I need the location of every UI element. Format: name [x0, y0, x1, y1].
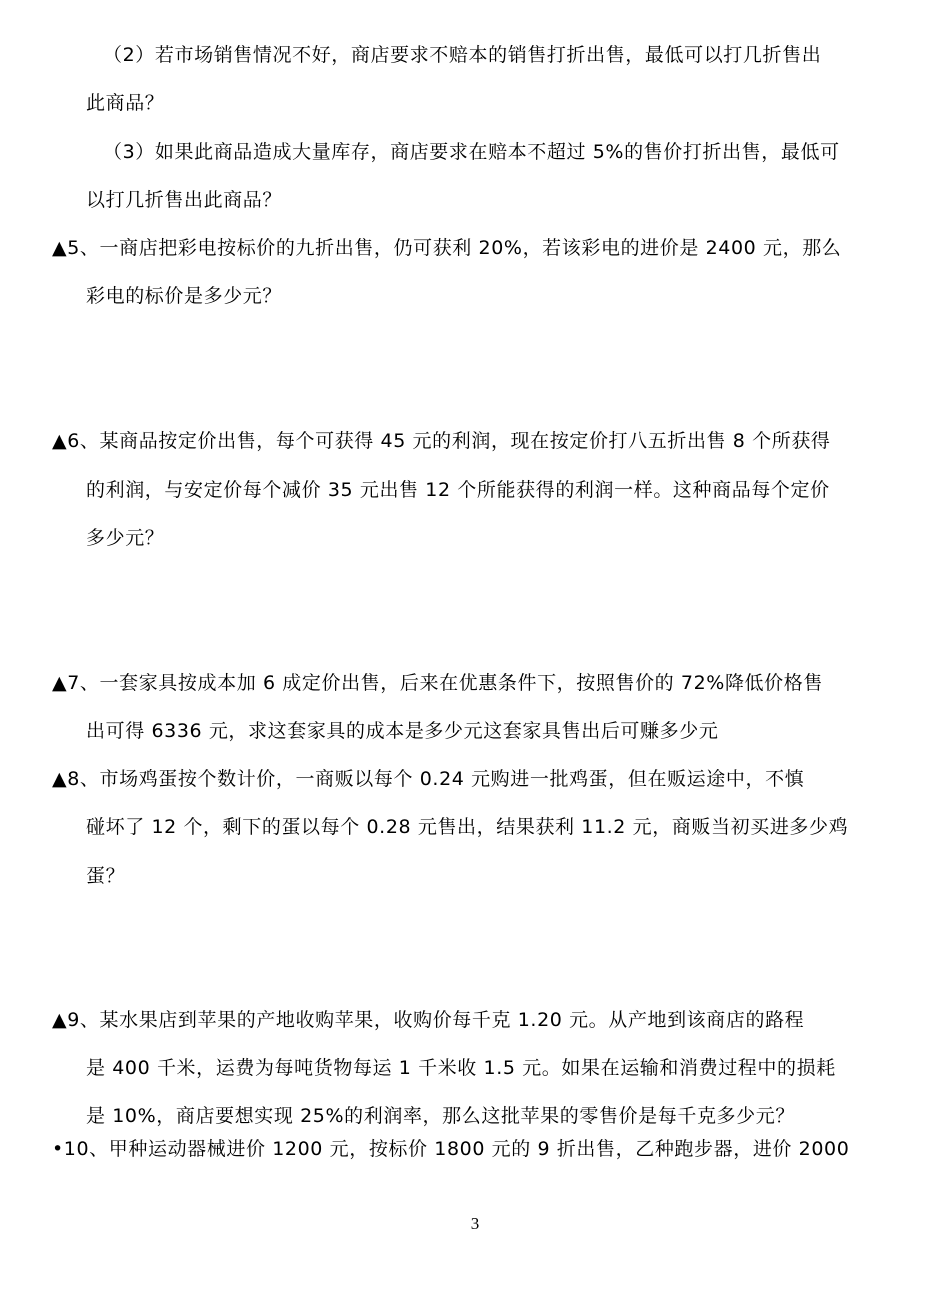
question-8-line-1: ▲8、市场鸡蛋按个数计价，一商贩以每个 0.24 元购进一批鸡蛋，但在贩运途中，不慎 — [52, 768, 805, 790]
question-6-line-1: ▲6、某商品按定价出售，每个可获得 45 元的利润，现在按定价打八五折出售 8 个所获得 — [52, 430, 831, 452]
question-7-line-1: ▲7、一套家具按成本加 6 成定价出售，后来在优惠条件下，按照售价的 72%降低价格售 — [52, 672, 823, 694]
question-8-line-3: 蛋？ — [86, 865, 126, 887]
question-9-line-3: 是 10%，商店要想实现 25%的利润率，那么这批苹果的零售价是每千克多少元？ — [86, 1105, 795, 1127]
question-4-part-3-line-1: （3）如果此商品造成大量库存，商店要求在赔本不超过 5%的售价打折出售，最低可 — [103, 141, 840, 163]
question-4-part-3-line-2: 以打几折售出此商品？ — [86, 189, 283, 211]
page-number: 3 — [470, 1214, 480, 1233]
question-6-line-3: 多少元？ — [86, 527, 165, 549]
question-8-line-2: 碰坏了 12 个，剩下的蛋以每个 0.28 元售出，结果获利 11.2 元，商贩当初买进多少鸡 — [86, 816, 849, 838]
question-10-line-1: •10、甲种运动器械进价 1200 元，按标价 1800 元的 9 折出售，乙种跑步器，进价 2000 — [52, 1138, 850, 1160]
question-5-line-2: 彩电的标价是多少元？ — [86, 285, 283, 307]
question-4-part-2-line-1: （2）若市场销售情况不好，商店要求不赔本的销售打折出售，最低可以打几折售出 — [103, 44, 822, 66]
question-4-part-2-line-2: 此商品？ — [86, 92, 165, 114]
question-5-line-1: ▲5、一商店把彩电按标价的九折出售，仍可获利 20%，若该彩电的进价是 2400 元，那么 — [52, 237, 842, 259]
question-9-line-2: 是 400 千米，运费为每吨货物每运 1 千米收 1.5 元。如果在运输和消费过程中的损耗 — [86, 1057, 836, 1079]
question-7-line-2: 出可得 6336 元，求这套家具的成本是多少元这套家具售出后可赚多少元 — [86, 720, 719, 742]
question-9-line-1: ▲9、某水果店到苹果的产地收购苹果，收购价每千克 1.20 元。从产地到该商店的路程 — [52, 1009, 805, 1031]
question-6-line-2: 的利润，与安定价每个减价 35 元出售 12 个所能获得的利润一样。这种商品每个定价 — [86, 479, 830, 501]
